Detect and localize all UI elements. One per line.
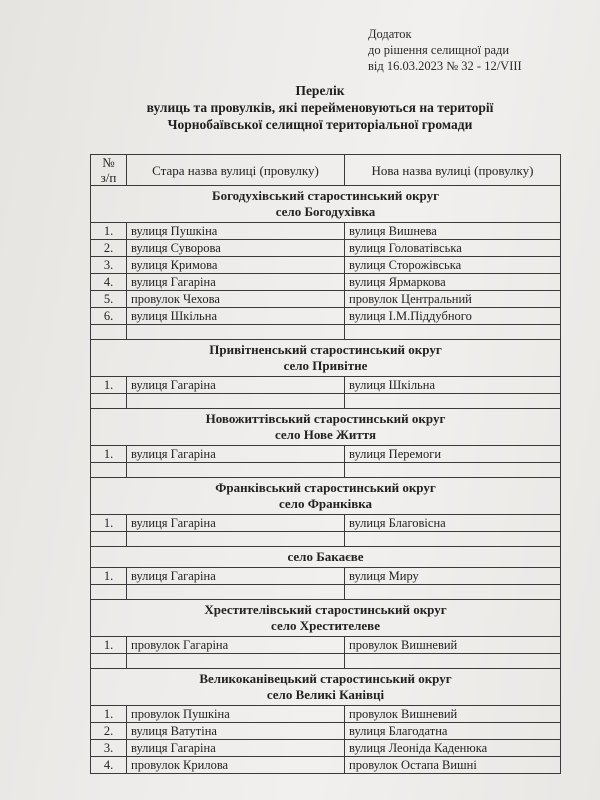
section-district: Новожиттівський старостинський округ bbox=[205, 411, 446, 426]
section-district: Франківський старостинський округ bbox=[215, 480, 436, 495]
old-street-name: провулок Пушкіна bbox=[127, 706, 345, 723]
old-street-name: вулиця Гагаріна bbox=[127, 446, 345, 463]
header-number-line-2: з/п bbox=[100, 170, 117, 185]
table-row bbox=[91, 723, 561, 740]
section-heading bbox=[91, 478, 561, 515]
new-street-name: провулок Вишневий bbox=[345, 637, 561, 654]
new-street-name: вулиця Перемоги bbox=[345, 446, 561, 463]
title-line-1: Перелік bbox=[295, 83, 345, 98]
header-old-name: Стара назва вулиці (провулку) bbox=[127, 155, 345, 186]
new-street-name: вулиця Шкільна bbox=[345, 377, 561, 394]
table-row bbox=[91, 740, 561, 757]
section-district: Богодухівський старостинський округ bbox=[211, 188, 440, 203]
blank-row bbox=[91, 463, 561, 478]
blank-cell bbox=[127, 394, 345, 409]
blank-cell bbox=[91, 585, 127, 600]
row-number: 4. bbox=[91, 757, 127, 774]
section-heading bbox=[91, 340, 561, 377]
row-number: 6. bbox=[91, 308, 127, 325]
new-street-name: провулок Вишневий bbox=[345, 706, 561, 723]
table-row bbox=[91, 706, 561, 723]
new-street-name: вулиця І.М.Піддубного bbox=[345, 308, 561, 325]
section-heading bbox=[91, 600, 561, 637]
old-street-name: провулок Гагаріна bbox=[127, 637, 345, 654]
old-street-name: провулок Крилова bbox=[127, 757, 345, 774]
section-village: село Богодухівка bbox=[275, 204, 376, 219]
title-line-2: вулиць та провулків, які перейменовуються на території bbox=[146, 100, 494, 115]
section-header-row bbox=[91, 600, 561, 637]
old-street-name: вулиця Пушкіна bbox=[127, 223, 345, 240]
section-header-row bbox=[91, 186, 561, 223]
table-header-row bbox=[91, 155, 561, 186]
blank-cell bbox=[127, 585, 345, 600]
old-street-name: вулиця Гагаріна bbox=[127, 515, 345, 532]
section-header-row bbox=[91, 409, 561, 446]
new-street-name: провулок Остапа Вишні bbox=[345, 757, 561, 774]
section-village: село Хрестителеве bbox=[271, 618, 380, 633]
row-number: 1. bbox=[91, 568, 127, 585]
old-street-name: вулиця Ватутіна bbox=[127, 723, 345, 740]
new-street-name: вулиця Сторожівська bbox=[345, 257, 561, 274]
section-header-row bbox=[91, 547, 561, 568]
section-heading bbox=[91, 547, 561, 568]
blank-cell bbox=[91, 325, 127, 340]
blank-cell bbox=[127, 654, 345, 669]
row-number: 1. bbox=[91, 637, 127, 654]
old-street-name: вулиця Кримова bbox=[127, 257, 345, 274]
section-district: село Бакаєве bbox=[287, 549, 364, 564]
new-street-name: вулиця Благодатна bbox=[345, 723, 561, 740]
row-number: 1. bbox=[91, 377, 127, 394]
appendix-note bbox=[368, 26, 522, 74]
old-street-name: провулок Чехова bbox=[127, 291, 345, 308]
section-district: Великоканівецький старостинський округ bbox=[199, 671, 452, 686]
section-heading bbox=[91, 409, 561, 446]
row-number: 3. bbox=[91, 257, 127, 274]
row-number: 2. bbox=[91, 240, 127, 257]
row-number: 5. bbox=[91, 291, 127, 308]
section-heading bbox=[91, 186, 561, 223]
table-row bbox=[91, 274, 561, 291]
table-row bbox=[91, 757, 561, 774]
blank-cell bbox=[91, 394, 127, 409]
row-number: 1. bbox=[91, 446, 127, 463]
row-number: 3. bbox=[91, 740, 127, 757]
old-street-name: вулиця Шкільна bbox=[127, 308, 345, 325]
table-row bbox=[91, 291, 561, 308]
section-heading bbox=[91, 669, 561, 706]
blank-row bbox=[91, 325, 561, 340]
blank-row bbox=[91, 585, 561, 600]
section-village: село Франківка bbox=[278, 496, 373, 511]
old-street-name: вулиця Гагаріна bbox=[127, 274, 345, 291]
section-district: Привітненський старостинський округ bbox=[209, 342, 442, 357]
section-header-row bbox=[91, 340, 561, 377]
old-street-name: вулиця Гагаріна bbox=[127, 568, 345, 585]
appendix-line-1: Додаток bbox=[368, 27, 412, 41]
new-street-name: вулиця Вишнева bbox=[345, 223, 561, 240]
blank-cell bbox=[91, 654, 127, 669]
section-village: село Великі Канівці bbox=[266, 687, 385, 702]
new-street-name: вулиця Ярмаркова bbox=[345, 274, 561, 291]
blank-row bbox=[91, 654, 561, 669]
new-street-name: вулиця Миру bbox=[345, 568, 561, 585]
appendix-line-3: від 16.03.2023 № 32 - 12/VIII bbox=[368, 59, 522, 73]
table-row bbox=[91, 568, 561, 585]
blank-cell bbox=[91, 532, 127, 547]
appendix-line-2: до рішення селищної ради bbox=[368, 43, 510, 57]
street-rename-table bbox=[90, 154, 561, 774]
section-village: село Привітне bbox=[283, 358, 368, 373]
table-row bbox=[91, 446, 561, 463]
section-header-row bbox=[91, 669, 561, 706]
table-row bbox=[91, 257, 561, 274]
table-row bbox=[91, 223, 561, 240]
table-row bbox=[91, 637, 561, 654]
header-number bbox=[91, 155, 127, 186]
new-street-name: вулиця Благовісна bbox=[345, 515, 561, 532]
new-street-name: вулиця Головатівська bbox=[345, 240, 561, 257]
section-village: село Нове Життя bbox=[274, 427, 377, 442]
row-number: 4. bbox=[91, 274, 127, 291]
document-title bbox=[80, 82, 560, 133]
header-new-name: Нова назва вулиці (провулку) bbox=[345, 155, 561, 186]
table-row bbox=[91, 377, 561, 394]
blank-cell bbox=[345, 463, 561, 478]
old-street-name: вулиця Гагаріна bbox=[127, 740, 345, 757]
blank-cell bbox=[345, 532, 561, 547]
row-number: 1. bbox=[91, 223, 127, 240]
section-header-row bbox=[91, 478, 561, 515]
blank-cell bbox=[127, 463, 345, 478]
blank-cell bbox=[91, 463, 127, 478]
new-street-name: вулиця Леоніда Каденюка bbox=[345, 740, 561, 757]
old-street-name: вулиця Суворова bbox=[127, 240, 345, 257]
blank-row bbox=[91, 394, 561, 409]
row-number: 1. bbox=[91, 515, 127, 532]
blank-cell bbox=[345, 654, 561, 669]
header-number-line-1: № bbox=[102, 155, 115, 170]
blank-cell bbox=[345, 585, 561, 600]
row-number: 1. bbox=[91, 706, 127, 723]
blank-row bbox=[91, 532, 561, 547]
blank-cell bbox=[345, 394, 561, 409]
blank-cell bbox=[127, 532, 345, 547]
section-district: Хрестителівський старостинський округ bbox=[204, 602, 447, 617]
table-row bbox=[91, 240, 561, 257]
blank-cell bbox=[345, 325, 561, 340]
table-body bbox=[91, 186, 561, 774]
new-street-name: провулок Центральний bbox=[345, 291, 561, 308]
old-street-name: вулиця Гагаріна bbox=[127, 377, 345, 394]
table-row bbox=[91, 515, 561, 532]
blank-cell bbox=[127, 325, 345, 340]
title-line-3: Чорнобаївської селищної територіальної громади bbox=[167, 117, 473, 132]
row-number: 2. bbox=[91, 723, 127, 740]
table-row bbox=[91, 308, 561, 325]
